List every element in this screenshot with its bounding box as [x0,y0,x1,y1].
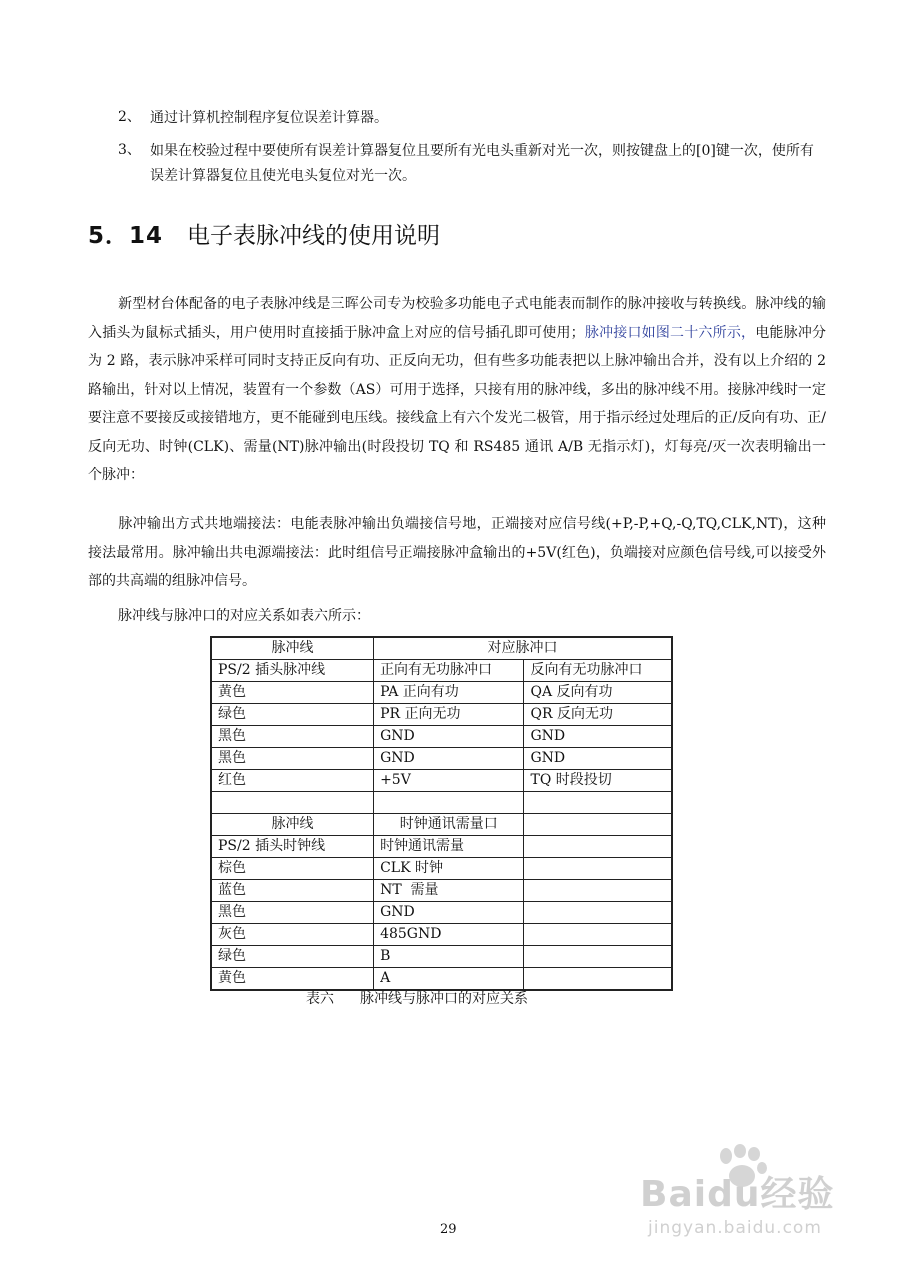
table-cell [524,924,672,946]
table-cell: 黑色 [211,902,374,924]
table-cell: 脉冲线 [211,814,374,836]
paragraph-table-intro [88,602,826,631]
table-row [211,836,672,858]
table-cell: 绿色 [211,704,374,726]
table-cell: 黄色 [211,682,374,704]
paragraph-text: 新型材台体配备的电子表脉冲线是三晖公司专为校验多功能电子式电能表而制作的脉冲接收与转换线。脉冲线的输入插头为鼠标式插头，用户使用时直接插于脉冲盒上对应的信号插孔即可使用； [88,296,826,341]
table-cell: 时钟通讯需量口 [374,814,524,836]
table-cell: 脉冲线 [211,637,374,660]
table-cell: GND [524,726,672,748]
section-title: 电子表脉冲线的使用说明 [187,223,441,249]
watermark-url: jingyan.baidu.com [648,1218,822,1238]
figure-reference-link[interactable]: 脉冲接口如图二十六所示， [584,324,756,341]
table-cell: 对应脉冲口 [374,637,672,660]
table-row [211,924,672,946]
table-cell: 蓝色 [211,880,374,902]
table-cell: +5V [374,770,524,792]
caption-label: 表六 [306,991,334,1007]
table-cell [524,858,672,880]
table-row [211,902,672,924]
table-cell: 红色 [211,770,374,792]
table-row [211,858,672,880]
list-number: 2、 [118,109,141,125]
table-cell: TQ 时段投切 [524,770,672,792]
table-cell: CLK 时钟 [374,858,524,880]
table-cell: PA 正向有功 [374,682,524,704]
table-row [211,770,672,792]
caption-text: 脉冲线与脉冲口的对应关系 [360,991,528,1007]
table-cell [524,880,672,902]
table-row [211,637,672,660]
paragraph-intro [88,290,826,490]
table-cell: 黑色 [211,748,374,770]
table-row [211,660,672,682]
table-cell [524,968,672,991]
paragraph-text: 脉冲输出方式共地端接法：电能表脉冲输出负端接信号地，正端接对应信号线(+P,-P,+Q,-Q,TQ,CLK,NT)，这种接法最常用。脉冲输出共电源端接法：此时组信号正端接脉冲盒输出的+5V(红色)，负端接对应颜色信号线,可以接受外部的共高端的组脉冲信号。 [88,516,826,589]
table-caption [306,988,528,1008]
table-cell [524,836,672,858]
page-number: 29 [440,1222,457,1237]
table-cell: 灰色 [211,924,374,946]
table-row [211,704,672,726]
list-text: 如果在校验过程中要使所有误差计算器复位且要所有光电头重新对光一次，则按键盘上的[0]键一次，使所有误差计算器复位且使光电头复位对光一次。 [150,143,814,184]
table-row [211,748,672,770]
table-cell: 黄色 [211,968,374,991]
table-cell [524,946,672,968]
table-cell [524,814,672,836]
table-cell: 绿色 [211,946,374,968]
table-row [211,814,672,836]
table-cell: 反向有无功脉冲口 [524,660,672,682]
section-number: 5．14 [88,223,164,249]
table-row [211,968,672,991]
table-cell: 时钟通讯需量 [374,836,524,858]
table-cell: 棕色 [211,858,374,880]
list-text: 通过计算机控制程序复位误差计算器。 [150,110,388,126]
table-cell: A [374,968,524,991]
table-cell: PR 正向无功 [374,704,524,726]
paragraph-text: 电能脉冲分为 2 路，表示脉冲采样可同时支持正反向有功、正反向无功，但有些多功能表把以上脉冲输出合并，没有以上介绍的 2 路输出，针对以上情况，装置有一个参数（AS）可用于选择，只接有用的脉冲线，多出的脉冲线不用。接脉冲线时一定要注意不要接反或接错地方，更不能碰到电压线。接线盒上有六个发光二极管，用于指示经过处理后的正/反向有功、正/反向无功、时钟(CLK)、需量(NT)脉冲输出(时段投切 TQ 和 RS485 通讯 A/B 无指示灯)，灯每亮/灭一次表明输出一个脉冲： [88,324,827,483]
list-number: 3、 [118,142,141,158]
paragraph-wiring [88,510,826,596]
pulse-port-table [210,636,673,991]
table-row [211,682,672,704]
table-row [211,726,672,748]
watermark-brand: Baidu经验 [640,1174,835,1215]
table-row [211,880,672,902]
table-cell: GND [374,748,524,770]
table-cell: 485GND [374,924,524,946]
table-cell: 黑色 [211,726,374,748]
table-cell: GND [374,726,524,748]
table-cell: NT 需量 [374,880,524,902]
table-cell: QA 反向有功 [524,682,672,704]
paragraph-text: 脉冲线与脉冲口的对应关系如表六所示： [118,608,370,624]
table-cell: PS/2 插头时钟线 [211,836,374,858]
section-heading [88,218,440,254]
table-cell: QR 反向无功 [524,704,672,726]
table-row-empty [211,792,672,814]
table-row [211,946,672,968]
table-cell: GND [374,902,524,924]
table-cell: 正向有无功脉冲口 [374,660,524,682]
table-cell: B [374,946,524,968]
table-cell: GND [524,748,672,770]
table-cell [524,902,672,924]
table-cell: PS/2 插头脉冲线 [211,660,374,682]
